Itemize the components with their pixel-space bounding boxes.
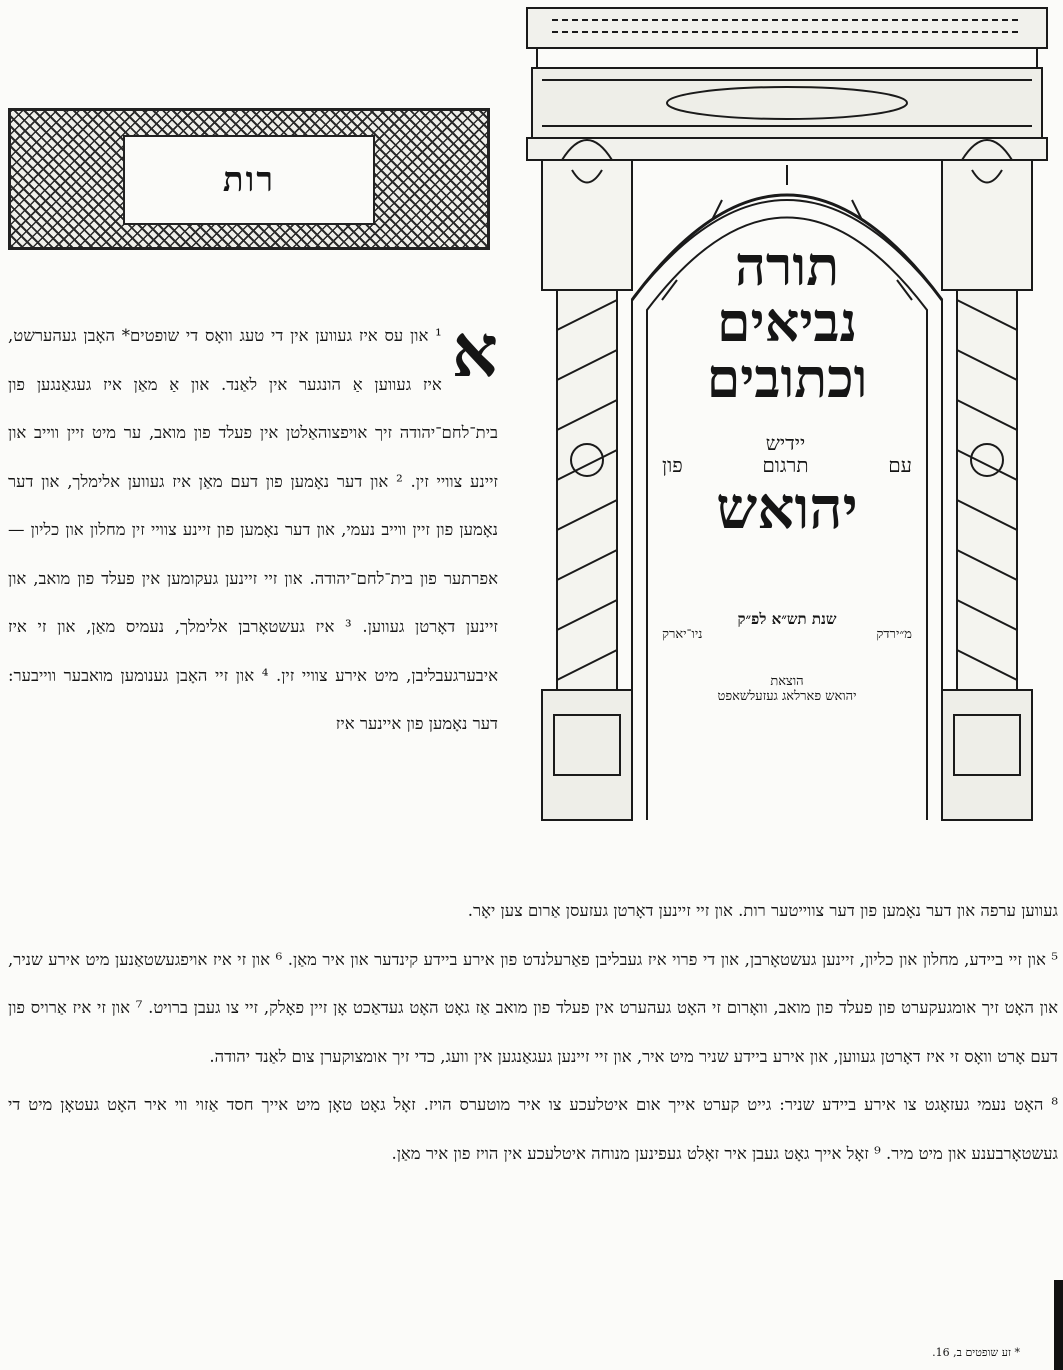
chapter-text-full [8,887,1058,1178]
arch-author: יהואש [716,474,858,542]
arch-place-right: מ״ירדק [876,627,912,642]
arch-year: שנת תש״א לפ״ק [737,610,837,628]
title-page-arch-illustration [512,0,1063,830]
arch-title-ketuvim: וכתובים [706,346,868,410]
paragraph-2: ⁵ און זיי ביידע, מחלון און כליון, זיינען געשטאָרבן, און די פרוי איז געבליבן פאַרעלנדט פון אירע ביידע קינדער און איר מאַן. ⁶ און זי איז אויפגעשטאַנען מיט אירע שניר, און האָט זיך אומגעקערט פון פעלד פון מואב, וואָרום זי האָט געהערט אין פעלד פון מואב אַז גאָט האָט געדאַכט אָן זיין פאָלק, זיי צו געבן ברויט. ⁷ און זי איז אַרויס פון דעם אָרט וואָס זי איז דאָרטן געווען, און אירע ביידע שניר מיט איר, און זיי זיינען געגאַנגען אין וועג, כדי זיך אומצוקערן צום לאַנד יהודה. [8,949,1059,1066]
chapter-opening-verses: ¹ און עס איז געווען אין די טעג וואָס די שופטים* האָבן געהערשט, איז געווען אַ הונגער אין לאַנד. און אַ מאַן איז געגאַנגען פון בית־לחם־יהודה זיך אויפצוהאַלטן אין פעלד פון מואב, ער מיט זיין ווייב און זיינע צוויי זין. ² און דער נאָמען פון דעם מאַן איז געווען אלימלך, און דער נאָמען פון זיין ווייב נעמי, און דער נאָמען פון זיינע צוויי זין מחלון און כליון — אפרתער פון בית־לחם־יהודה. און זיי זיינען געקומען אין פעלד פון מואב, און זיינען דאָרטן געווען. ³ איז געשטאָרבן אלימלך, נעמיס מאַן, און זי איז איבערגעבליבן, מיט אירע צוויי זין. ⁴ און זיי האָבן גענומען מואבער ווייבער: דער נאָמען פון איינער איז [8,326,498,733]
arch-title-neviim: נביאים [716,290,858,354]
arch-yiddish: יידיש [765,431,806,455]
arch-publisher-name: יהואש פארלאג געזעלשאפט [717,689,857,704]
arch-title-torah: תורה [734,234,840,298]
arch-translation: תרגום [762,453,809,477]
scan-edge-shadow [1054,1280,1063,1370]
arch-place-left: ניו־יארק [662,627,703,642]
arch-publisher-label: הוצאת [770,674,804,689]
chapter-text-column [8,308,498,749]
footnote: * זע שופטים ב, 16. [932,1346,1020,1359]
drop-cap-letter: א [451,308,498,393]
paragraph-3: ⁸ האָט נעמי געזאָגט צו אירע ביידע שניר: גייט קערט אייך אום איטלעכע צו איר מוטערס הויז. זאָל גאָט טאָן מיט אייך חסד אַזוי ווי איר האָט געטאָן מיט די געשטאָרבענע און מיט מיר. ⁹ זאָל אייך גאָט געבן איר זאָלט געפינען מנוחה איטלעכע אין הויז פון איר מאַן. [8,1095,1058,1163]
title-ornament-frame [8,108,490,250]
arch-from: פון [662,453,683,477]
arch-with: עם [888,453,912,477]
book-title: רות [222,160,276,200]
paragraph-1: געווען ערפה און דער נאָמען פון דער צווייטער רות. און זיי זיינען דאָרטן געזעסן אַרום צען יאָר. [467,901,1058,920]
arch-engraving [512,0,1063,830]
title-panel [123,135,375,225]
